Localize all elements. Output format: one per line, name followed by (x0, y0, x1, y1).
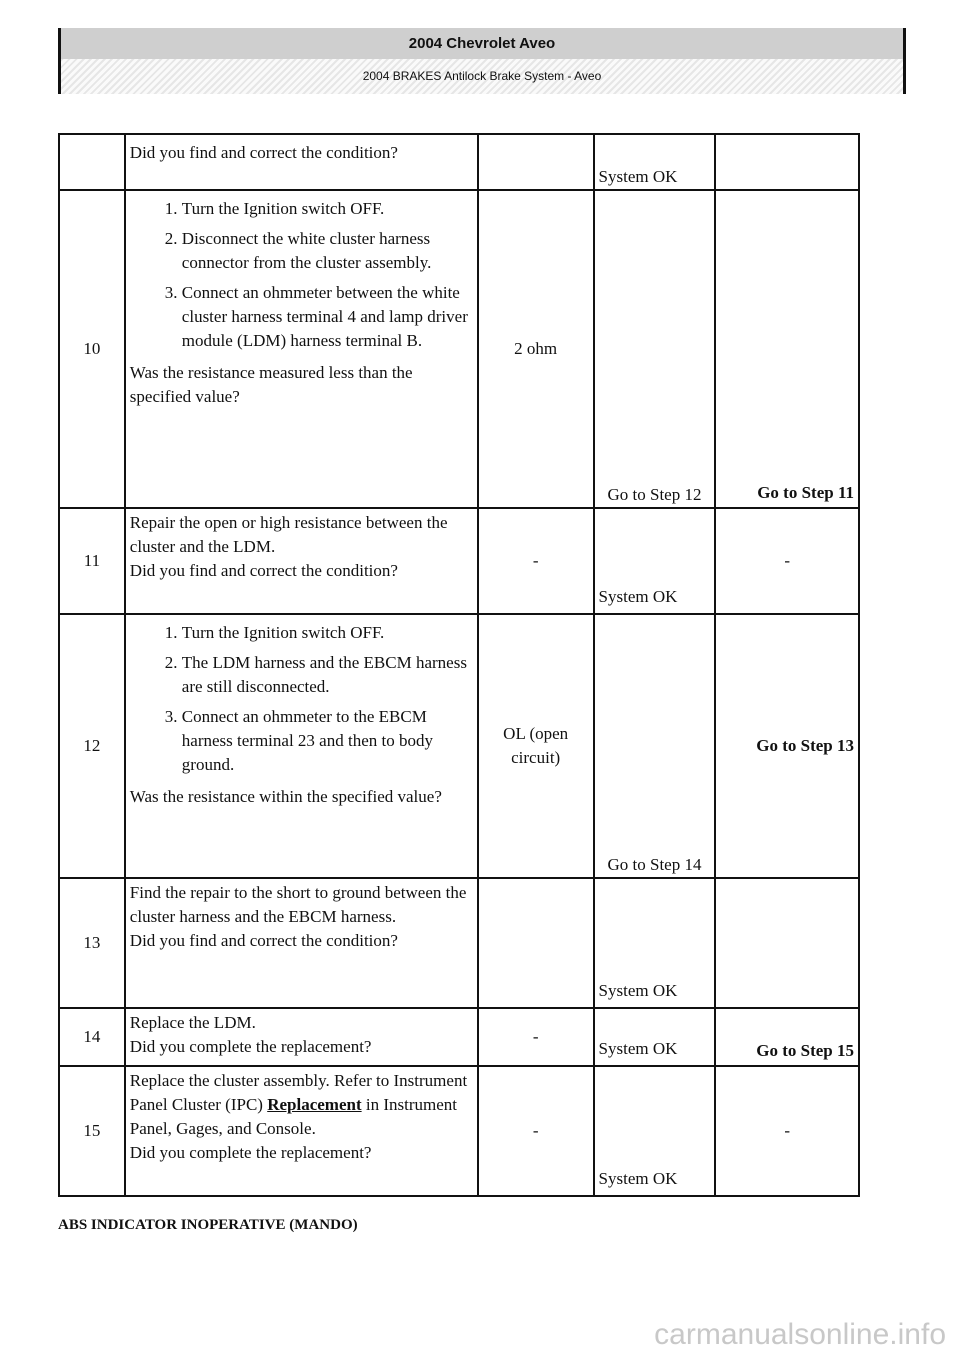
list-item: 1. Turn the Ignition switch OFF. (182, 197, 473, 221)
list-item: 1. Turn the Ignition switch OFF. (182, 621, 473, 645)
watermark: carmanualsonline.info (654, 1318, 946, 1351)
no-cell (715, 134, 859, 190)
question-text: Did you find and correct the condition? (129, 931, 398, 950)
yes-cell (594, 508, 716, 614)
no-cell (715, 878, 859, 1008)
no-cell: - (715, 508, 859, 614)
question-text: Did you complete the replacement? (129, 1037, 372, 1056)
step-cell (59, 134, 125, 190)
list-item: 3. Connect an ohmmeter between the white cluster harness terminal 4 and lamp driver module (LDM) harness terminal B. (182, 281, 473, 353)
no-cell: - (715, 1066, 859, 1196)
action-text: Repair the open or high resistance between the cluster and the LDM. (129, 513, 448, 556)
yes-text: System OK (598, 1039, 678, 1058)
question-text: Did you find and correct the condition? (129, 143, 398, 162)
yes-link[interactable]: Go to Step 14 (607, 855, 702, 874)
yes-cell: System OK (594, 134, 716, 190)
step-cell: 15 (59, 1066, 125, 1196)
no-link[interactable]: Go to Step 11 (757, 483, 854, 502)
action-list (130, 197, 473, 353)
yes-text: System OK (598, 981, 678, 1000)
action-text-pre: Replace the cluster assembly. Refer to Instrument Panel Cluster (IPC) (129, 1071, 468, 1114)
action-list (130, 621, 473, 777)
step-cell: 11 (59, 508, 125, 614)
yes-cell (594, 1008, 716, 1066)
yes-cell (594, 190, 716, 508)
step-cell: 13 (59, 878, 125, 1008)
section-title: ABS INDICATOR INOPERATIVE (MANDO) (58, 1217, 358, 1233)
step-cell: 12 (59, 614, 125, 878)
list-item: 2. The LDM harness and the EBCM harness are still disconnected. (182, 651, 473, 699)
step-cell: 10 (59, 190, 125, 508)
list-item: 2. Disconnect the white cluster harness connector from the cluster assembly. (182, 227, 473, 275)
yes-text: System OK (598, 1169, 678, 1188)
action-text (130, 1069, 473, 1141)
question-text: Was the resistance within the specified value? (129, 787, 442, 806)
table-row (59, 1066, 859, 1196)
no-cell (715, 614, 859, 878)
no-link[interactable]: Go to Step 13 (756, 736, 854, 755)
action-cell (125, 614, 478, 878)
action-text: Replace the LDM. (129, 1013, 256, 1032)
yes-text: System OK (598, 587, 678, 606)
question-text: Did you complete the replacement? (129, 1143, 372, 1162)
yes-cell (594, 1066, 716, 1196)
yes-link[interactable]: Go to Step 12 (607, 485, 702, 504)
value-cell (478, 134, 594, 190)
table-row (59, 134, 859, 190)
value-cell: OL (open circuit) (478, 614, 594, 878)
page-header (58, 28, 906, 94)
action-text-post: in Instrument Panel, Gages, and Console. (129, 1095, 458, 1138)
header-subtitle: 2004 BRAKES Antilock Brake System - Aveo (61, 59, 903, 94)
action-cell (125, 878, 478, 1008)
question-text: Was the resistance measured less than the specified value? (129, 363, 413, 406)
action-cell (125, 508, 478, 614)
action-text: Find the repair to the short to ground between the cluster harness and the EBCM harness. (129, 883, 467, 926)
yes-cell (594, 878, 716, 1008)
action-cell (125, 1066, 478, 1196)
step-cell: 14 (59, 1008, 125, 1066)
value-cell (478, 878, 594, 1008)
action-cell (125, 1008, 478, 1066)
table-row (59, 614, 859, 878)
value-cell: - (478, 1008, 594, 1066)
no-link[interactable]: Go to Step 15 (756, 1041, 854, 1060)
action-cell (125, 134, 478, 190)
diagnostic-table (58, 133, 860, 1197)
list-item: 3. Connect an ohmmeter to the EBCM harness terminal 23 and then to body ground. (182, 705, 473, 777)
replacement-link[interactable]: Replacement (267, 1095, 362, 1114)
value-cell: - (478, 508, 594, 614)
yes-cell (594, 614, 716, 878)
table-row (59, 878, 859, 1008)
no-cell (715, 1008, 859, 1066)
header-title: 2004 Chevrolet Aveo (61, 28, 903, 59)
value-cell: 2 ohm (478, 190, 594, 508)
question-text: Did you find and correct the condition? (129, 561, 398, 580)
no-cell (715, 190, 859, 508)
table-row (59, 1008, 859, 1066)
table-row (59, 508, 859, 614)
action-cell (125, 190, 478, 508)
value-cell: - (478, 1066, 594, 1196)
table-row (59, 190, 859, 508)
